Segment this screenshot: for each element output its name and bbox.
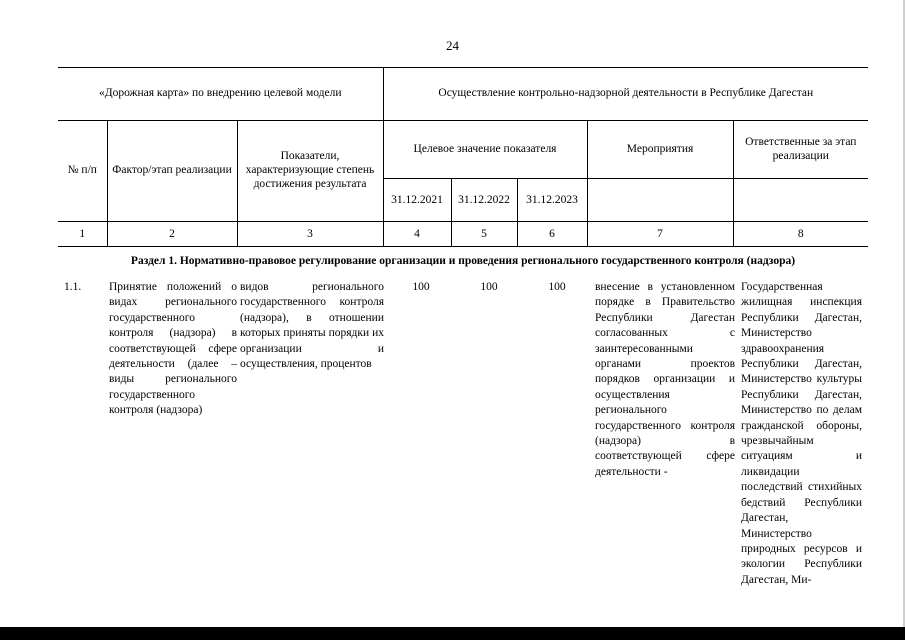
- scan-bottom-border: [0, 627, 905, 640]
- header-measures-blank: [587, 179, 733, 222]
- col-number: 2: [107, 222, 237, 247]
- header-responsible-blank: [733, 179, 868, 222]
- header-factor: Фактор/этап реализации: [107, 121, 237, 222]
- header-target: Целевое значение показателя: [383, 121, 587, 179]
- row-value-2022: 100: [480, 281, 498, 293]
- header-date-2021: 31.12.2021: [383, 179, 451, 222]
- col-number: 8: [733, 222, 868, 247]
- header-date-2022: 31.12.2022: [451, 179, 517, 222]
- roadmap-table: [58, 67, 868, 247]
- row-value-2021: 100: [412, 281, 430, 293]
- header-indicators: Показатели, характеризующие степень достижения результата: [237, 121, 383, 222]
- header-num: № п/п: [58, 121, 107, 222]
- col-number: 3: [237, 222, 383, 247]
- row-responsible: Государственная жилищная инспекция Республики Дагестан, Министерство здравоохранения Республики Дагестан, Министерство культуры Республики Дагестан, Министерство по делам гражданской обороны, чрезвычайным ситуациям и ликвидации последствий стихийных бедствий Республики Дагестан, Министерство природных ресурсов и экологии Республики Дагестан, Ми-: [741, 281, 862, 586]
- col-number: 7: [587, 222, 733, 247]
- header-responsible: Ответственные за этап реализации: [733, 121, 868, 179]
- page-number: 24: [446, 38, 459, 53]
- row-number: 1.1.: [64, 281, 82, 293]
- col-number: 5: [451, 222, 517, 247]
- row-indicators: видов регионального государственного контроля (надзора), в отношении которых приняты порядки их организации и осуществления, процентов: [240, 281, 384, 371]
- col-number: 6: [517, 222, 587, 247]
- row-value-2023: 100: [548, 281, 566, 293]
- section-title: Раздел 1. Нормативно-правовое регулирование организации и проведения регионального государственного контроля (надзора): [130, 255, 796, 267]
- header-date-2023: 31.12.2023: [517, 179, 587, 222]
- roadmap-label: «Дорожная карта» по внедрению целевой модели: [58, 68, 383, 121]
- row-measures: внесение в установленном порядке в Правительство Республики Дагестан согласованных с заинтересованными органами проектов порядков организации и осуществления регионального государственного контроля (надзора) в соответствующей сфере деятельности -: [595, 281, 735, 478]
- table-title: Осуществление контрольно-надзорной деятельности в Республике Дагестан: [383, 68, 868, 121]
- col-number: 4: [383, 222, 451, 247]
- header-measures: Мероприятия: [587, 121, 733, 179]
- row-factor: Принятие положений о видах регионального государственного контроля (надзора) в соответствующей сфере деятельности (далее – виды регионального государственного контроля (надзора): [109, 281, 237, 417]
- col-number: 1: [58, 222, 107, 247]
